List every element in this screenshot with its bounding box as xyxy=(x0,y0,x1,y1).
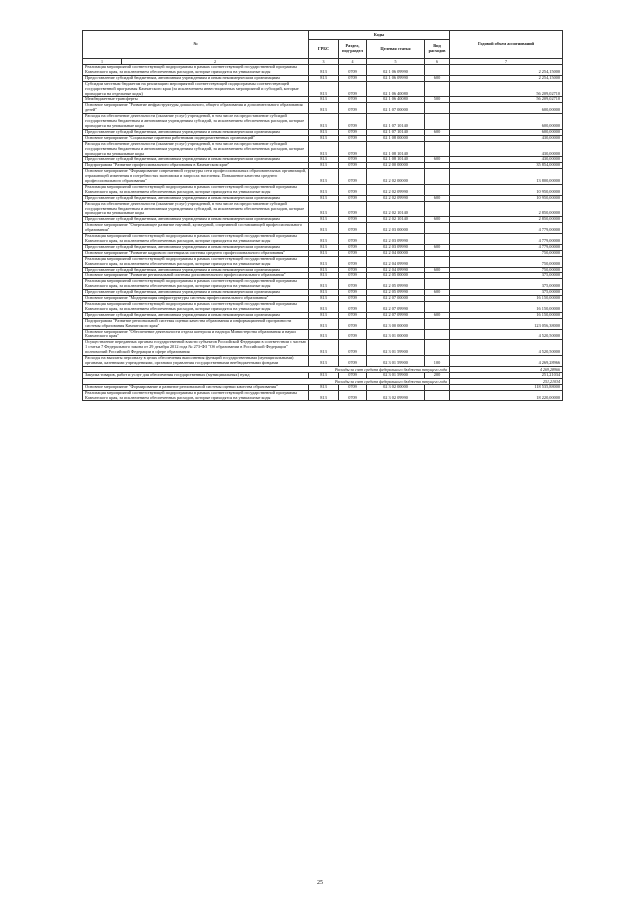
row-amount: 10 950,00000 xyxy=(450,195,563,201)
row-amount: 375,00000 xyxy=(450,290,563,296)
row-razdel: 0709 xyxy=(339,201,367,217)
table-row xyxy=(83,318,563,329)
row-amount: 600,00000 xyxy=(450,103,563,114)
row-name: Реализация мероприятий соответствующей подпрограммы в рамках соответствующей государственной программы Камчатского края, за исключением обеспеченных расходов, которые приходятся на уникальные коды xyxy=(83,279,309,290)
row-expense-type xyxy=(425,103,450,114)
row-name: Расходы на обеспечение деятельности (оказание услуг) учреждений, в том числе на предоставление субсидий государственным бюджетным и автономным учреждениям субсидий, за исключением обеспеченных расходов, которые приходятся на уникальные коды xyxy=(83,141,309,157)
row-target-article: 02 2 07 09990 xyxy=(367,312,425,318)
row-razdel: 0709 xyxy=(339,267,367,273)
page-number: 25 xyxy=(317,880,323,886)
row-razdel: 0709 xyxy=(339,384,367,390)
row-grbs: 813 xyxy=(309,244,339,250)
header-number: № xyxy=(83,31,309,59)
column-number: 2 xyxy=(122,59,309,65)
row-grbs: 813 xyxy=(309,103,339,114)
row-name: Основное мероприятие "Формирование современной структуры сети профессиональных образовательных организаций, отражающей изменения в потребностях экономики и запросах населения. Повышение качества среднего профессионального образования" xyxy=(83,169,309,185)
row-razdel: 0709 xyxy=(339,141,367,157)
column-number: 3 xyxy=(309,59,339,65)
row-name: Реализация мероприятий соответствующей подпрограммы в рамках соответствующей государственной программы Камчатского края, за исключением обеспеченных расходов, которые приходятся на уникальные коды xyxy=(83,256,309,267)
table-body xyxy=(83,65,563,401)
row-grbs: 813 xyxy=(309,340,339,356)
row-name: Осуществление переданных органам государственной власти субъектов Российской Федерации в соответствии с частью 1 статьи 7 Федерального закона от 29 декабря 2012 года № 273-ФЗ "Об образовании в Российской Федерации" полномочий Российской Федерации в сфере образования xyxy=(83,340,309,356)
row-razdel: 0709 xyxy=(339,163,367,169)
row-grbs: 813 xyxy=(309,217,339,223)
header-razdel: Раздел, под-раздел xyxy=(339,40,367,59)
row-target-article: 02 2 02 00000 xyxy=(367,169,425,185)
table-row xyxy=(83,103,563,114)
row-target-article: 02 2 05 09990 xyxy=(367,279,425,290)
note-amount: 4 269,28966 xyxy=(450,366,563,372)
row-razdel: 0709 xyxy=(339,390,367,401)
row-razdel: 0709 xyxy=(339,256,367,267)
row-grbs: 813 xyxy=(309,250,339,256)
row-expense-type: 600 xyxy=(425,129,450,135)
row-razdel: 0709 xyxy=(339,169,367,185)
row-razdel: 0709 xyxy=(339,129,367,135)
row-amount: 16 150,00000 xyxy=(450,312,563,318)
row-expense-type xyxy=(425,279,450,290)
row-expense-type: 600 xyxy=(425,244,450,250)
row-amount: 600,00000 xyxy=(450,114,563,130)
row-grbs: 813 xyxy=(309,296,339,302)
row-name: Основное мероприятие "Формирование и развитие региональной системы оценки качества образования" xyxy=(83,384,309,390)
row-target-article: 02 2 07 00000 xyxy=(367,296,425,302)
row-name: Реализация мероприятий соответствующей подпрограммы в рамках соответствующей государственной программы Камчатского края, за исключением обеспеченных расходов, которые приходятся на уникальные коды xyxy=(83,234,309,245)
table-row xyxy=(83,329,563,340)
row-target-article: 02 1 08 10140 xyxy=(367,157,425,163)
row-target-article: 02 2 00 00000 xyxy=(367,163,425,169)
row-expense-type xyxy=(425,201,450,217)
row-razdel: 0709 xyxy=(339,184,367,195)
row-name: Расходы на выплаты персоналу в целях обеспечения выполнения функций государственными (муниципальными) органами, казенными учреждениями, органами управления государственными внебюджетными фондами xyxy=(83,356,309,367)
row-razdel: 0709 xyxy=(339,217,367,223)
row-razdel: 0709 xyxy=(339,75,367,81)
row-expense-type xyxy=(425,234,450,245)
row-amount: 123 056,38000 xyxy=(450,318,563,329)
column-number: 7 xyxy=(450,59,563,65)
note-amount: 251,21034 xyxy=(450,378,563,384)
row-name: Основное мероприятие "Развитие инфраструктуры дошкольного, общего образования и дополнительного образования детей" xyxy=(83,103,309,114)
table-row xyxy=(83,184,563,195)
row-expense-type: 600 xyxy=(425,195,450,201)
table-row xyxy=(83,169,563,185)
table-row xyxy=(83,114,563,130)
row-razdel: 0709 xyxy=(339,157,367,163)
row-grbs: 813 xyxy=(309,184,339,195)
row-name: Предоставление субсидий бюджетным, автономным учреждениям и иным некоммерческим организациям xyxy=(83,129,309,135)
row-grbs: 813 xyxy=(309,318,339,329)
row-expense-type xyxy=(425,81,450,97)
row-target-article: 02 3 01 59900 xyxy=(367,356,425,367)
row-razdel: 0709 xyxy=(339,234,367,245)
row-grbs: 813 xyxy=(309,75,339,81)
row-razdel: 0709 xyxy=(339,329,367,340)
row-target-article: 02 2 02 10140 xyxy=(367,217,425,223)
row-name: Субсидии местным бюджетам на реализацию мероприятий соответствующей подпрограммы соответствующей государственной программы Камчатского края (за исключением инвестиционных мероприятий и субсидий, которые приходятся на отдельные коды) xyxy=(83,81,309,97)
row-razdel: 0709 xyxy=(339,273,367,279)
row-name: Реализация мероприятий соответствующей подпрограммы в рамках соответствующей государственной программы Камчатского края, за исключением обеспеченных расходов, которые приходятся на уникальные коды xyxy=(83,65,309,76)
row-razdel: 0709 xyxy=(339,250,367,256)
row-name: Расходы на обеспечение деятельности (оказание услуг) учреждений, в том числе на предоставление субсидий государственным бюджетным и автономным учреждениям субсидий, за исключением обеспеченных расходов, которые приходятся на уникальные коды xyxy=(83,201,309,217)
row-name: Основное мероприятие "Обеспечение деятельности отдела контроля и надзора Министерства образования и науки Камчатского края" xyxy=(83,329,309,340)
row-razdel: 0709 xyxy=(339,195,367,201)
table-row xyxy=(83,81,563,97)
row-grbs: 813 xyxy=(309,234,339,245)
row-target-article: 02 2 04 00000 xyxy=(367,250,425,256)
row-target-article: 02 2 07 09990 xyxy=(367,301,425,312)
row-name: Реализация мероприятий соответствующей подпрограммы в рамках соответствующей государственной программы Камчатского края, за исключением обеспеченных расходов, которые приходятся на уникальные коды xyxy=(83,184,309,195)
row-name: Предоставление субсидий бюджетным, автономным учреждениям и иным некоммерческим организациям xyxy=(83,195,309,201)
row-expense-type xyxy=(425,65,450,76)
row-grbs: 813 xyxy=(309,329,339,340)
row-expense-type xyxy=(425,390,450,401)
row-grbs: 813 xyxy=(309,169,339,185)
row-target-article: 02 2 03 00000 xyxy=(367,223,425,234)
row-target-article: 02 1 07 00000 xyxy=(367,103,425,114)
row-name: Предоставление субсидий бюджетным, автономным учреждениям и иным некоммерческим организациям xyxy=(83,290,309,296)
row-target-article: 02 3 02 00000 xyxy=(367,384,425,390)
row-target-article: 02 2 02 09990 xyxy=(367,195,425,201)
row-name: Предоставление субсидий бюджетным, автономным учреждениям и иным некоммерческим организациям xyxy=(83,75,309,81)
row-grbs: 813 xyxy=(309,201,339,217)
row-name: Предоставление субсидий бюджетным, автономным учреждениям и иным некоммерческим организациям xyxy=(83,244,309,250)
row-amount: 16 150,00000 xyxy=(450,301,563,312)
row-target-article: 02 2 04 09990 xyxy=(367,267,425,273)
row-razdel: 0709 xyxy=(339,279,367,290)
row-expense-type: 500 xyxy=(425,97,450,103)
table-header-row xyxy=(83,31,563,40)
row-grbs: 813 xyxy=(309,356,339,367)
column-number: 1 xyxy=(83,59,122,65)
row-target-article: 02 2 05 09990 xyxy=(367,290,425,296)
row-expense-type: 100 xyxy=(425,356,450,367)
row-grbs: 813 xyxy=(309,223,339,234)
table-row xyxy=(83,279,563,290)
table-row xyxy=(83,340,563,356)
row-expense-type: 600 xyxy=(425,267,450,273)
row-amount: 4 520,50000 xyxy=(450,340,563,356)
row-grbs: 813 xyxy=(309,290,339,296)
table-row xyxy=(83,256,563,267)
column-number: 4 xyxy=(339,59,367,65)
row-grbs: 813 xyxy=(309,267,339,273)
row-grbs: 813 xyxy=(309,163,339,169)
column-number: 6 xyxy=(425,59,450,65)
row-razdel: 0709 xyxy=(339,356,367,367)
row-razdel: 0709 xyxy=(339,81,367,97)
row-razdel: 0709 xyxy=(339,103,367,114)
row-expense-type: 600 xyxy=(425,157,450,163)
row-grbs: 813 xyxy=(309,279,339,290)
header-codes: Коды xyxy=(309,31,450,40)
row-grbs: 813 xyxy=(309,384,339,390)
row-expense-type xyxy=(425,114,450,130)
row-target-article: 02 3 01 59900 xyxy=(367,372,425,378)
row-razdel: 0709 xyxy=(339,135,367,141)
row-target-article: 02 3 02 09990 xyxy=(367,390,425,401)
row-amount: 13 800,00000 xyxy=(450,169,563,185)
header-annual-amount: Годовой объем ассигнований xyxy=(450,31,563,59)
row-grbs: 813 xyxy=(309,195,339,201)
row-razdel: 0709 xyxy=(339,65,367,76)
row-target-article: 02 1 08 10140 xyxy=(367,141,425,157)
row-target-article: 02 1 06 09990 xyxy=(367,65,425,76)
row-expense-type xyxy=(425,184,450,195)
row-name: Реализация мероприятий соответствующей подпрограммы в рамках соответствующей государственной программы Камчатского края, за исключением обеспеченных расходов, которые приходятся на уникальные коды xyxy=(83,390,309,401)
table-row xyxy=(83,201,563,217)
note-text: Расходы за счет средств федерального бюджета текущего года xyxy=(83,378,450,384)
row-expense-type xyxy=(425,223,450,234)
row-expense-type xyxy=(425,256,450,267)
row-name: Основное мероприятие "Развитие региональной системы дополнительного профессионального образования" xyxy=(83,273,309,279)
row-grbs: 813 xyxy=(309,273,339,279)
row-name: Предоставление субсидий бюджетным, автономным учреждениям и иным некоммерческим организациям xyxy=(83,267,309,273)
row-razdel: 0709 xyxy=(339,97,367,103)
row-razdel: 0709 xyxy=(339,223,367,234)
row-name: Закупка товаров, работ и услуг для обеспечения государственных (муниципальных) нужд xyxy=(83,372,309,378)
row-amount: 4 779,00000 xyxy=(450,223,563,234)
row-name: Предоставление субсидий бюджетным, автономным учреждениям и иным некоммерческим организациям xyxy=(83,217,309,223)
row-name: Основное мероприятие "Опережающее развитие научной, культурной, спортивной составляющей профессионального образования" xyxy=(83,223,309,234)
row-target-article: 02 2 04 09990 xyxy=(367,256,425,267)
row-name: Расходы на обеспечение деятельности (оказание услуг) учреждений, в том числе на предоставление субсидий государственным бюджетным и автономным учреждениям субсидий, за исключением обеспеченных расходов, которые приходятся на уникальные коды xyxy=(83,114,309,130)
budget-table xyxy=(82,30,563,401)
row-name: Предоставление субсидий бюджетным, автономным учреждениям и иным некоммерческим организациям xyxy=(83,312,309,318)
row-grbs: 813 xyxy=(309,81,339,97)
row-target-article: 02 1 06 40080 xyxy=(367,97,425,103)
row-grbs: 813 xyxy=(309,372,339,378)
row-name: Основное мероприятие "Модернизация инфраструктуры системы профессионального образования" xyxy=(83,296,309,302)
table-row xyxy=(83,390,563,401)
row-amount: 16 150,00000 xyxy=(450,296,563,302)
row-amount: 251,21034 xyxy=(450,372,563,378)
row-razdel: 0709 xyxy=(339,318,367,329)
row-name: Межбюджетные трансферты xyxy=(83,97,309,103)
row-expense-type xyxy=(425,329,450,340)
row-razdel: 0709 xyxy=(339,296,367,302)
row-name: Основное мероприятие "Развитие кадрового потенциала системы среднего профессионального образования" xyxy=(83,250,309,256)
row-amount: 375,00000 xyxy=(450,279,563,290)
row-amount: 56 209,02710 xyxy=(450,81,563,97)
note-text: Расходы за счет средств федерального бюджета текущего года xyxy=(83,366,450,372)
budget-table-sheet xyxy=(82,30,562,401)
row-grbs: 813 xyxy=(309,256,339,267)
row-grbs: 813 xyxy=(309,114,339,130)
row-expense-type xyxy=(425,141,450,157)
row-target-article: 02 1 07 10140 xyxy=(367,114,425,130)
header-grbs: ГРБС xyxy=(309,40,339,59)
row-razdel: 0709 xyxy=(339,340,367,356)
row-grbs: 813 xyxy=(309,65,339,76)
row-grbs: 813 xyxy=(309,157,339,163)
row-amount: 10 950,00000 xyxy=(450,184,563,195)
row-amount: 2 850,00000 xyxy=(450,201,563,217)
row-amount: 56 209,02710 xyxy=(450,97,563,103)
row-target-article: 02 2 05 00000 xyxy=(367,273,425,279)
row-amount: 4 779,00000 xyxy=(450,244,563,250)
table-row xyxy=(83,234,563,245)
row-target-article: 02 3 00 00000 xyxy=(367,318,425,329)
table-row xyxy=(83,65,563,76)
row-amount: 2 254,15000 xyxy=(450,65,563,76)
row-expense-type: 600 xyxy=(425,290,450,296)
row-grbs: 813 xyxy=(309,97,339,103)
row-expense-type: 600 xyxy=(425,217,450,223)
row-amount: 430,00000 xyxy=(450,141,563,157)
row-razdel: 0709 xyxy=(339,244,367,250)
table-row xyxy=(83,356,563,367)
row-amount: 750,00000 xyxy=(450,267,563,273)
row-expense-type: 200 xyxy=(425,372,450,378)
row-name: Предоставление субсидий бюджетным, автономным учреждениям и иным некоммерческим организациям xyxy=(83,157,309,163)
row-amount: 4 269,28966 xyxy=(450,356,563,367)
table-row xyxy=(83,301,563,312)
row-amount: 430,00000 xyxy=(450,157,563,163)
row-grbs: 813 xyxy=(309,141,339,157)
row-target-article: 02 1 07 10140 xyxy=(367,129,425,135)
row-razdel: 0709 xyxy=(339,372,367,378)
row-amount: 600,00000 xyxy=(450,129,563,135)
row-expense-type: 600 xyxy=(425,312,450,318)
row-amount: 2 850,00000 xyxy=(450,217,563,223)
row-grbs: 813 xyxy=(309,301,339,312)
row-target-article: 02 2 02 10140 xyxy=(367,201,425,217)
row-grbs: 813 xyxy=(309,390,339,401)
row-grbs: 813 xyxy=(309,129,339,135)
column-number: 5 xyxy=(367,59,425,65)
row-target-article: 02 3 01 00000 xyxy=(367,329,425,340)
header-expense-type: Вид расходов xyxy=(425,40,450,59)
row-razdel: 0709 xyxy=(339,301,367,312)
row-target-article: 02 2 02 09990 xyxy=(367,184,425,195)
row-grbs: 813 xyxy=(309,135,339,141)
row-target-article: 02 3 01 59900 xyxy=(367,340,425,356)
row-name: Подпрограмма "Развитие профессионального образования в Камчатском крае" xyxy=(83,163,309,169)
row-amount: 750,00000 xyxy=(450,250,563,256)
row-expense-type: 600 xyxy=(425,75,450,81)
row-target-article: 02 1 06 40080 xyxy=(367,81,425,97)
row-razdel: 0709 xyxy=(339,290,367,296)
row-amount: 430,00000 xyxy=(450,135,563,141)
row-amount: 118 535,88000 xyxy=(450,384,563,390)
row-name: Подпрограмма "Развитие региональной системы оценки качества образования и информационной прозрачности системы образования Камчатского края" xyxy=(83,318,309,329)
header-target-article: Целевая статья xyxy=(367,40,425,59)
row-expense-type xyxy=(425,340,450,356)
row-amount: 4 520,50000 xyxy=(450,329,563,340)
row-expense-type xyxy=(425,301,450,312)
table-row xyxy=(83,223,563,234)
row-grbs: 813 xyxy=(309,312,339,318)
row-amount: 18 220,00000 xyxy=(450,390,563,401)
row-amount: 2 254,15000 xyxy=(450,75,563,81)
table-row xyxy=(83,141,563,157)
row-target-article: 02 1 06 09990 xyxy=(367,75,425,81)
row-razdel: 0709 xyxy=(339,114,367,130)
row-target-article: 02 2 03 09990 xyxy=(367,244,425,250)
row-name: Основное мероприятие "Социальные гарантии работникам подведомственных организаций" xyxy=(83,135,309,141)
row-razdel: 0709 xyxy=(339,312,367,318)
row-amount: 35 854,00000 xyxy=(450,163,563,169)
row-target-article: 02 2 03 09990 xyxy=(367,234,425,245)
row-amount: 750,00000 xyxy=(450,256,563,267)
row-target-article: 02 1 08 00000 xyxy=(367,135,425,141)
row-amount: 375,00000 xyxy=(450,273,563,279)
row-name: Реализация мероприятий соответствующей подпрограммы в рамках соответствующей государственной программы Камчатского края, за исключением обеспеченных расходов, которые приходятся на уникальные коды xyxy=(83,301,309,312)
row-expense-type xyxy=(425,318,450,329)
row-expense-type xyxy=(425,169,450,185)
row-amount: 4 779,00000 xyxy=(450,234,563,245)
